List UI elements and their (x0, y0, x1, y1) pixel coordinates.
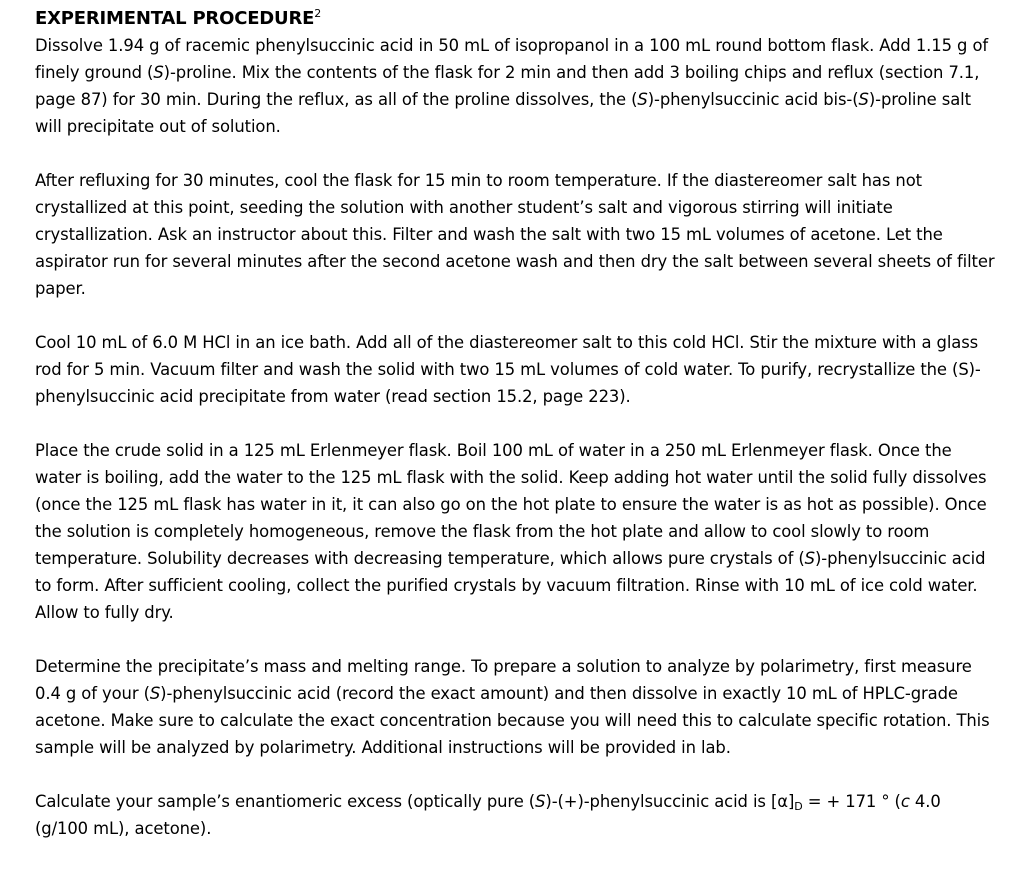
subscript-d: D (794, 800, 803, 813)
text-run: )-phenylsuccinic acid bis-( (647, 90, 859, 109)
text-run: )-phenylsuccinic acid to form. After sufficient cooling, collect the purified crystals by vacuum filtration. Rinse with 10 mL of ice cold water. Allow to fully dry. (35, 549, 986, 622)
text-run: 4.0 (g/100 mL), acetone). (35, 792, 941, 838)
text-run: Dissolve 1.94 g of racemic phenylsuccinic acid in 50 mL of isopropanol in a 100 mL round bottom flask. Add 1.15 g of finely ground ( (35, 36, 989, 82)
italic-s: S (149, 684, 161, 703)
italic-s: S (153, 63, 164, 82)
paragraph-dissolve (35, 32, 995, 140)
text-run: Place the crude solid in a 125 mL Erlenmeyer flask. Boil 100 mL of water in a 250 mL Erlenmeyer flask. Once the water is boiling, add the water to the 125 mL flask with the solid. Keep adding hot water until the solid fully dissolves (once the 125 mL flask has water in it, it can also go on the hot plate to ensure the water is as hot as possible). Once the solution is completely homogeneous, remove the flask from the hot plate and allow to cool slowly to room temperature. Solubility decreases with decreasing temperature, which allows pure crystals of ( (35, 441, 987, 568)
paragraph-cool-filter: After refluxing for 30 minutes, cool the flask for 15 min to room temperature. If the diastereomer salt has not crystallized at this point, seeding the solution with another student’s salt and vigorous stirring will initiate crystallization. Ask an instructor about this. Filter and wash the salt with two 15 mL volumes of acetone. Let the aspirator run for several minutes after the second acetone wash and then dry the salt between several sheets of filter paper. (35, 171, 995, 298)
text-run: )-proline. Mix the contents of the flask for 2 min and then add 3 boiling chips and reflux (section 7.1, page 87) for 30 min. During the reflux, as all of the proline dissolves, the ( (35, 63, 980, 109)
text-run: )-proline salt will precipitate out of solution. (35, 90, 971, 136)
italic-s: S (535, 792, 546, 811)
document-page (35, 6, 995, 842)
text-run: )-(+)-phenylsuccinic acid is [α] (545, 792, 795, 811)
paragraph-enantiomeric-excess (35, 788, 995, 842)
paragraph-recrystallize (35, 437, 995, 626)
paragraph-acid-treatment: Cool 10 mL of 6.0 M HCl in an ice bath. Add all of the diastereomer salt to this cold HCl. Stir the mixture with a glass rod for 5 min. Vacuum filter and wash the solid with two 15 mL volumes of cold water. To purify, recrystallize the (S)-phenylsuccinic acid precipitate from water (read section 15.2, page 223). (35, 333, 981, 406)
italic-s: S (637, 90, 648, 109)
paragraph-polarimetry (35, 653, 995, 761)
text-run: Determine the precipitate’s mass and melting range. To prepare a solution to analyze by polarimetry, first measure 0.4 g of your ( (35, 657, 972, 703)
italic-s: S (858, 90, 869, 109)
footnote-marker: 2 (314, 7, 322, 20)
section-heading (35, 6, 995, 32)
text-run: )-phenylsuccinic acid (record the exact amount) and then dissolve in exactly 10 mL of HPLC-grade acetone. Make sure to calculate the exact concentration because you will need this to calculate specific rotation. This sample will be analyzed by polarimetry. Additional instructions will be provided in lab. (35, 684, 990, 757)
italic-s: S (804, 549, 815, 568)
text-run: = + 171 ° ( (802, 792, 901, 811)
heading-text: EXPERIMENTAL PROCEDURE (35, 8, 315, 29)
text-run: Calculate your sample’s enantiomeric excess (optically pure ( (35, 792, 536, 811)
italic-c: c (900, 792, 910, 811)
